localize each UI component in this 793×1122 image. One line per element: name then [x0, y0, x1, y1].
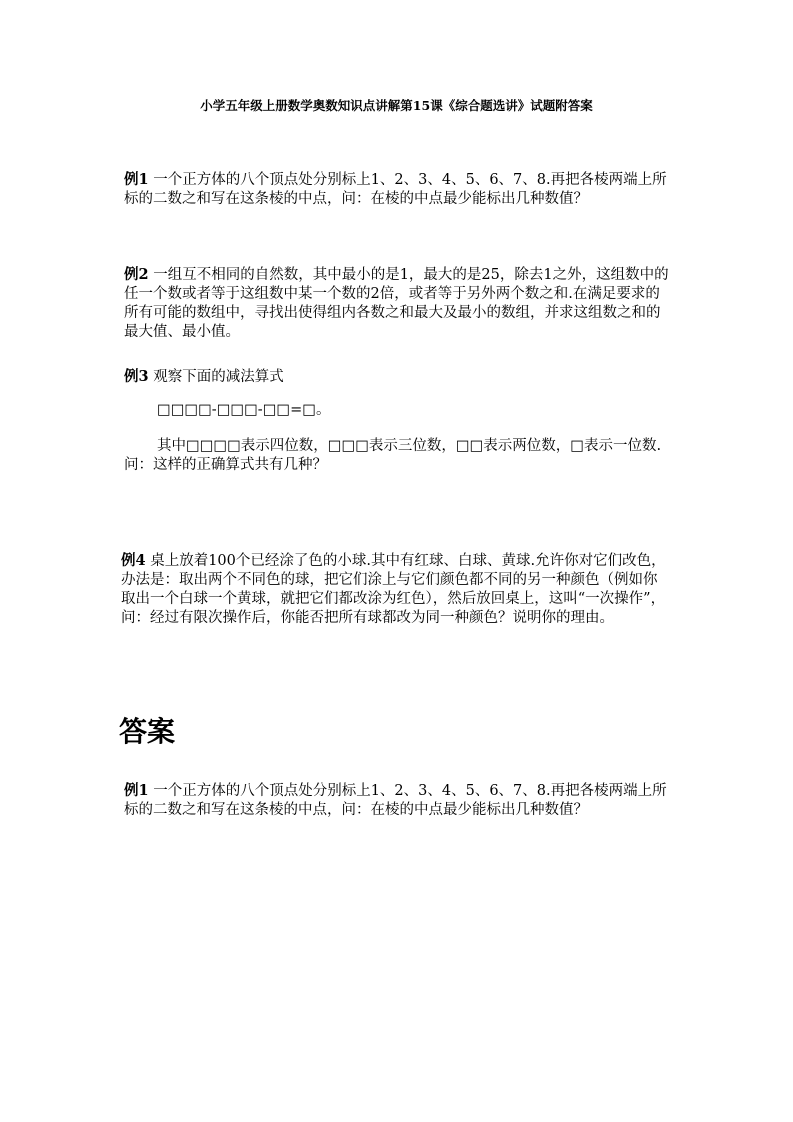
problem-3 [124, 367, 669, 387]
problem-1-label: 例1 [124, 171, 149, 188]
problem-3-description: 其中□□□□表示四位数，□□□表示三位数，□□表示两位数，□表示一位数.问：这样的正确算式共有几种？ [124, 438, 662, 473]
problem-3-label: 例3 [124, 368, 149, 385]
problem-4-text: 桌上放着100个已经涂了色的小球.其中有红球、白球、黄球.允许你对它们改色，办法是：取出两个不同色的球，把它们涂上与它们颜色都不同的另一种颜色（例如你取出一个白球一个黄球，就把它们都改涂为红色），然后放回桌上，这叫“一次操作”，问：经过有限次操作后，你能否把所有球都改为同一种颜色？说明你的理由。 [121, 553, 666, 626]
problem-4-label: 例4 [121, 552, 146, 569]
problem-2-text: 一组互不相同的自然数，其中最小的是1，最大的是25，除去1之外，这组数中的任一个数或者等于这组数中某一个数的2倍，或者等于另外两个数之和.在满足要求的所有可能的数组中，寻找出使得组内各数之和最大及最小的数组，并求这组数之和的最大值、最小值。 [124, 267, 669, 340]
document-title: 小学五年级上册数学奥数知识点讲解第15课《综合题选讲》试题附答案 [200, 98, 593, 113]
problem-2 [124, 265, 669, 342]
problem-4 [121, 551, 669, 628]
problem-3-formula: □□□□-□□□-□□=□。 [157, 402, 331, 418]
answer-1-text: 一个正方体的八个顶点处分别标上1、2、3、4、5、6、7、8.再把各棱两端上所标的二数之和写在这条棱的中点，问：在棱的中点最少能标出几种数值？ [124, 783, 667, 818]
answer-1-label: 例1 [124, 782, 149, 799]
answers-heading: 答案 [119, 715, 176, 748]
problem-1-text: 一个正方体的八个顶点处分别标上1、2、3、4、5、6、7、8.再把各棱两端上所标的二数之和写在这条棱的中点，问：在棱的中点最少能标出几种数值？ [124, 172, 667, 207]
problem-2-label: 例2 [124, 266, 149, 283]
answer-1 [124, 781, 669, 820]
problem-3-text: 观察下面的减法算式 [153, 369, 284, 385]
problem-1 [124, 170, 669, 209]
